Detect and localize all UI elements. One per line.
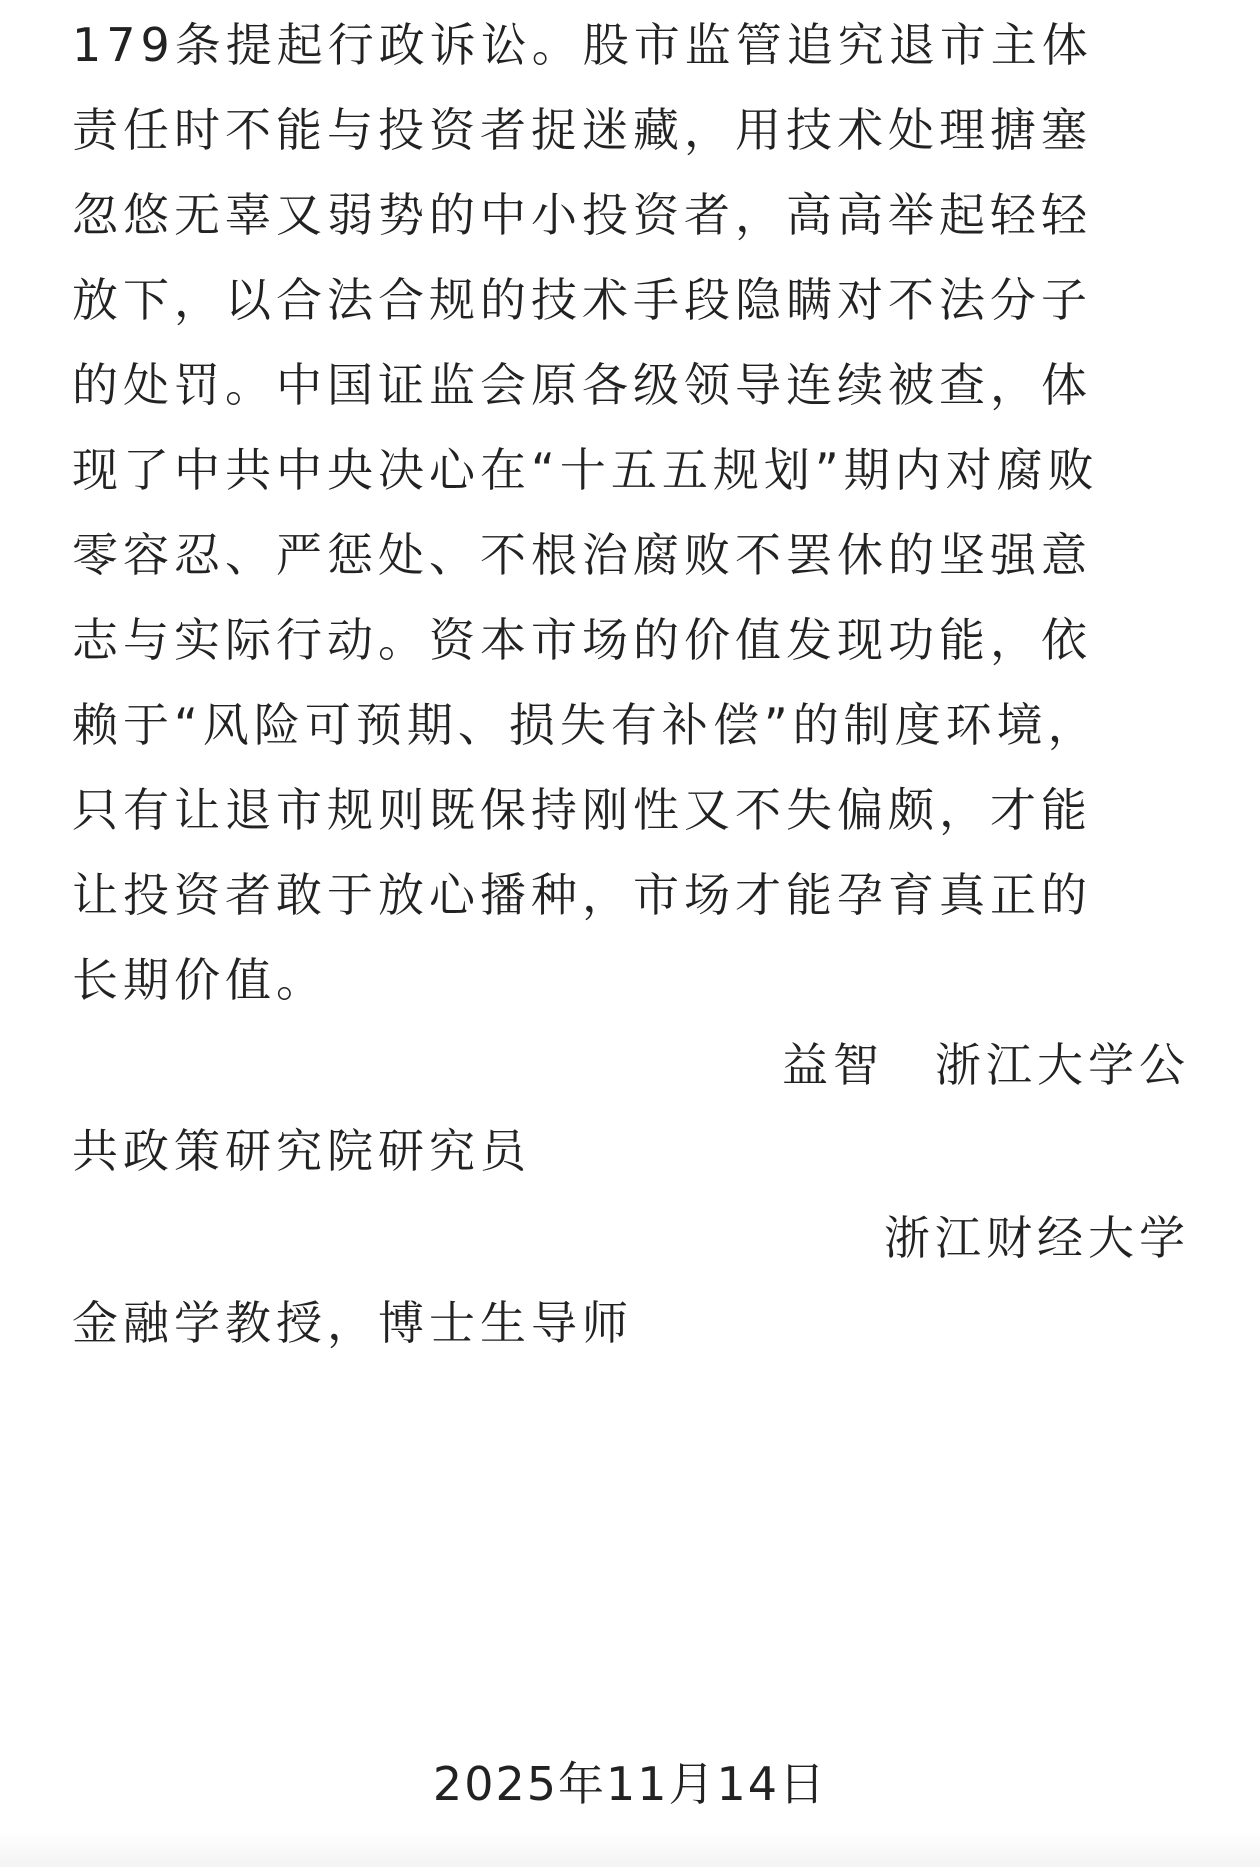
article-line: 长期价值。 bbox=[72, 953, 327, 1007]
article-line: 赖于“风险可预期、损失有补偿”的制度环境， bbox=[72, 698, 1099, 752]
article-line: 179条提起行政诉讼。股市监管追究退市主体 bbox=[72, 18, 1093, 72]
article-line: 只有让退市规则既保持刚性又不失偏颇，才能 bbox=[72, 783, 1092, 837]
article-line: 放下，以合法合规的技术手段隐瞒对不法分子 bbox=[72, 273, 1092, 327]
article-line: 零容忍、严惩处、不根治腐败不罢休的坚强意 bbox=[72, 528, 1092, 582]
bottom-fade bbox=[0, 1831, 1260, 1867]
author1-title: 共政策研究院研究员 bbox=[72, 1124, 531, 1178]
publication-date: 2025年11月14日 bbox=[432, 1757, 828, 1811]
article-line: 忽悠无辜又弱势的中小投资者，高高举起轻轻 bbox=[72, 188, 1092, 242]
article-line: 让投资者敢于放心播种，市场才能孕育真正的 bbox=[72, 868, 1092, 922]
author2-title: 金融学教授，博士生导师 bbox=[72, 1296, 633, 1350]
article-line: 现了中共中央决心在“十五五规划”期内对腐败 bbox=[72, 443, 1099, 497]
author1-name-affiliation: 益智 浙江大学公 bbox=[782, 1038, 1190, 1092]
article-line: 志与实际行动。资本市场的价值发现功能，依 bbox=[72, 613, 1092, 667]
article-line: 责任时不能与投资者捉迷藏，用技术处理搪塞 bbox=[72, 103, 1092, 157]
article-line: 的处罚。中国证监会原各级领导连续被查，体 bbox=[72, 358, 1092, 412]
author2-affiliation: 浙江财经大学 bbox=[884, 1211, 1190, 1265]
